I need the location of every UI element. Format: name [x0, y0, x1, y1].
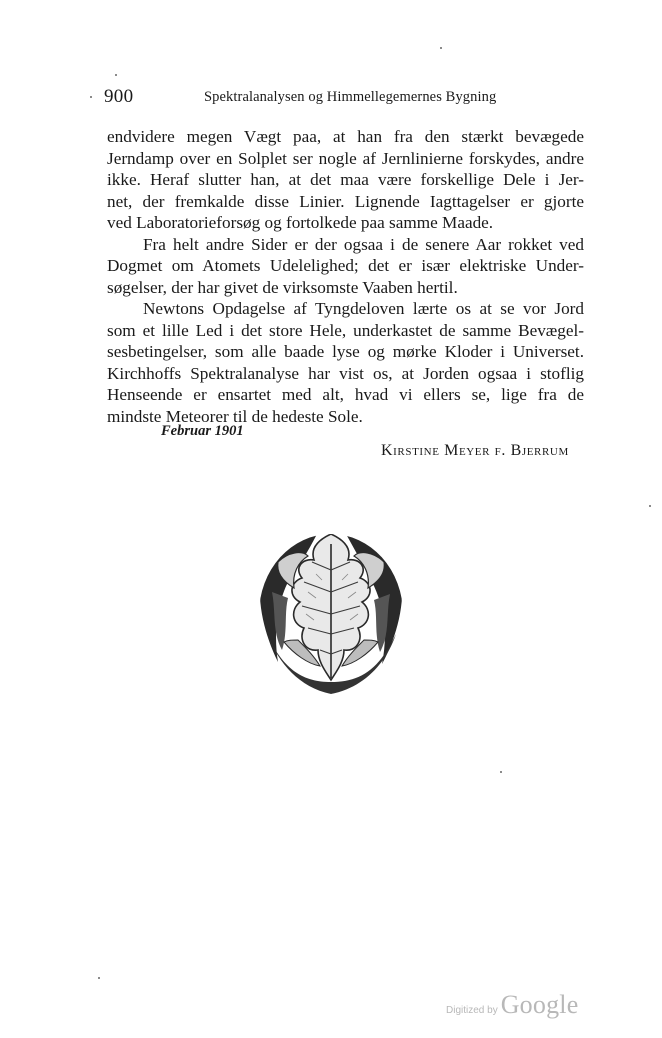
text-line: Dogmet om Atomets Udelelighed; det er især elektriske Under- [107, 256, 584, 275]
text-line: net, der fremkalde disse Linier. Lignende Iagttagelser er gjorte [107, 191, 584, 211]
scan-speck [500, 771, 502, 773]
body-text [107, 126, 584, 427]
text-line: endvidere megen Vægt paa, at han fra den stærkt bevægede [107, 127, 584, 146]
watermark-small-text: Digitized by [446, 1005, 498, 1016]
text-line: Kirchhoffs Spektralanalyse har vist os, at Jorden ogsaa i stoflig [107, 363, 584, 383]
text-line: sesbetingelser, som alle baade lyse og mørke Kloder i Universet. [107, 342, 584, 361]
text-line: søgelser, der har givet de virksomste Vaaben hertil. [107, 277, 458, 297]
dateline: Februar 1901 [161, 423, 244, 439]
text-line: Henseende er ensartet med alt, hvad vi ellers se, lige fra de [107, 385, 584, 404]
text-line: ikke. Heraf slutter han, at det maa være forskellige Dele i Jer- [107, 170, 584, 189]
text-line: Newtons Opdagelse af Tyngdeloven lærte os at se vor Jord [143, 299, 584, 318]
author-signature: Kirstine Meyer f. Bjerrum [381, 442, 569, 459]
running-head: Spektralanalysen og Himmellegemernes Bygning [204, 89, 497, 105]
text-line: Fra helt andre Sider er der ogsaa i de senere Aar rokket ved [143, 234, 584, 254]
paragraph-1 [107, 126, 584, 234]
text-line: som et lille Led i det store Hele, underkastet de samme Bevægel- [107, 320, 584, 340]
page-header [104, 86, 584, 110]
oak-leaf-ornament-icon [258, 522, 404, 698]
paragraph-2 [107, 234, 584, 299]
scan-speck [649, 505, 651, 507]
paragraph-3 [107, 298, 584, 427]
text-line: Jerndamp over en Solplet ser nogle af Jernlinierne forskydes, andre [107, 148, 584, 168]
text-line: ved Laboratorieforsøg og fortolkede paa samme Maade. [107, 213, 494, 232]
scan-speck [90, 96, 92, 98]
scan-speck [98, 977, 100, 979]
digitized-by-google-watermark [446, 990, 578, 1020]
page-number: 900 [104, 86, 134, 107]
scan-speck [115, 74, 117, 76]
text-line: mindste Meteorer til de hedeste Sole. [107, 406, 363, 426]
watermark-logo-text: Google [500, 990, 579, 1019]
scan-speck [440, 47, 442, 49]
